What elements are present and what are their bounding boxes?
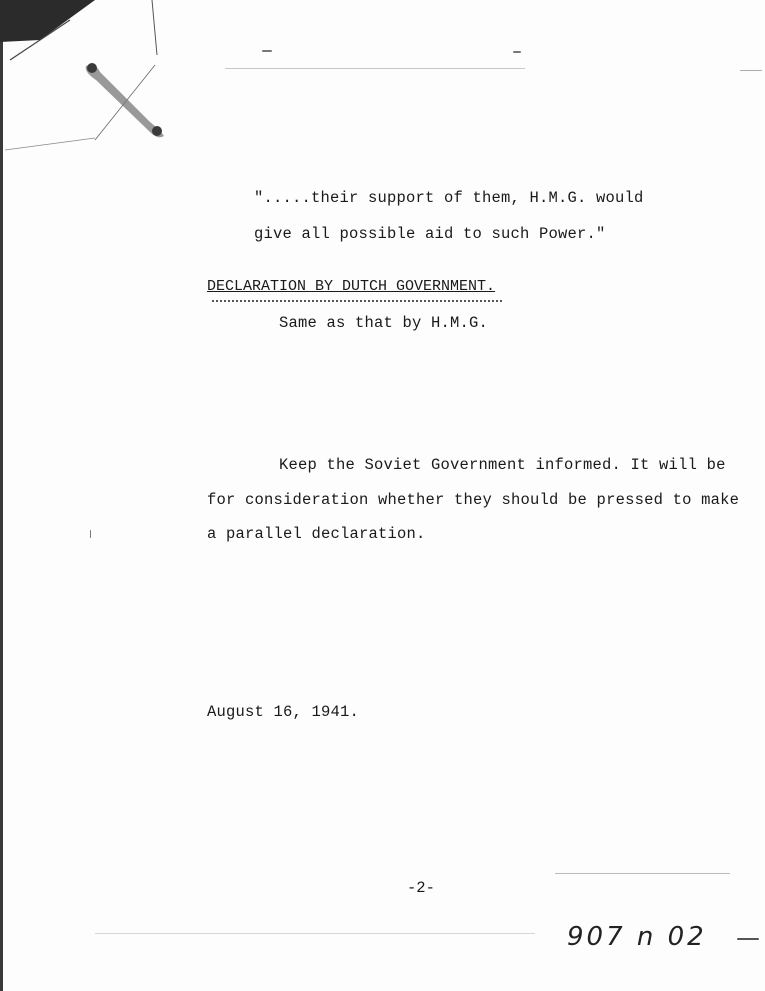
ink-speck — [740, 70, 762, 71]
paragraph-line-2: for consideration whether they should be pressed to make — [207, 491, 740, 509]
quote-line-1: ".....their support of them, H.M.G. would — [254, 189, 644, 207]
handwritten-archive-note: 907 n 02 — [567, 922, 707, 952]
section-heading: DECLARATION BY DUTCH GOVERNMENT. — [207, 278, 496, 295]
ink-speck — [737, 938, 759, 940]
heading-dotted-underline — [212, 300, 502, 305]
paragraph-line-1: Keep the Soviet Government informed. It will be — [279, 456, 726, 474]
ink-speck — [262, 50, 272, 52]
ink-speck — [90, 530, 91, 538]
heading-subline: Same as that by H.M.G. — [279, 314, 489, 332]
page-number: -2- — [407, 879, 435, 897]
staple-corner-mark — [0, 0, 180, 160]
faint-bottom-rule — [95, 933, 535, 934]
document-date: August 16, 1941. — [207, 703, 360, 721]
faint-top-rule — [225, 68, 525, 69]
faint-right-rule — [555, 873, 730, 874]
paragraph-line-3: a parallel declaration. — [207, 525, 426, 543]
quote-line-2: give all possible aid to such Power." — [254, 225, 606, 243]
ink-speck — [513, 51, 521, 53]
